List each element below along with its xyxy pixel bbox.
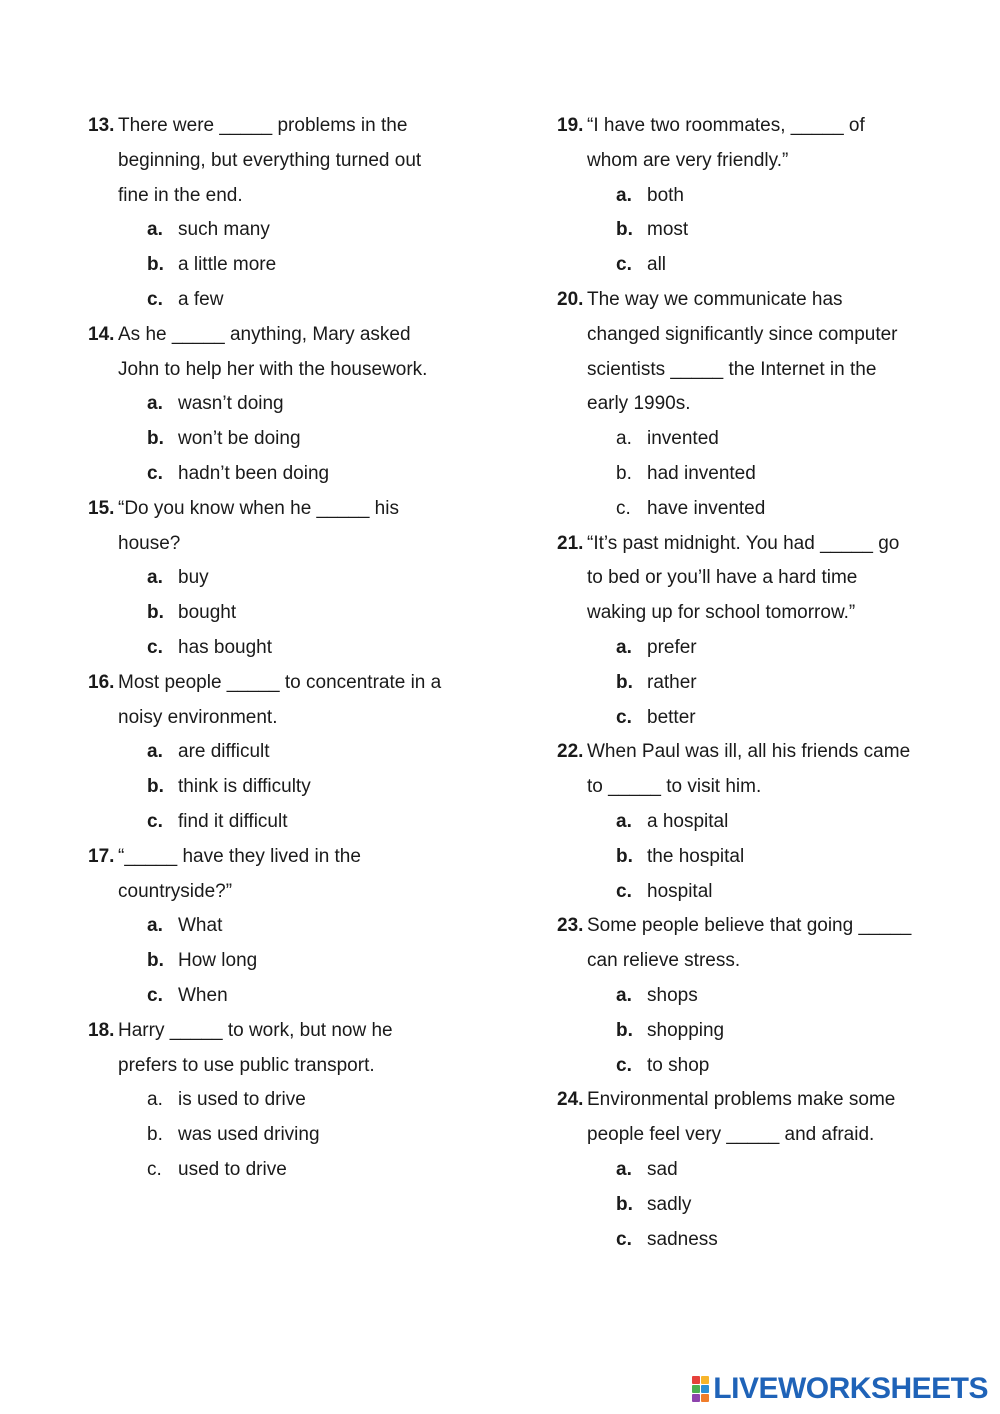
- answer-option[interactable]: [88, 1083, 488, 1118]
- answer-option[interactable]: [557, 1188, 957, 1223]
- right-column: [557, 109, 957, 1257]
- option-text: shops: [647, 984, 698, 1006]
- option-text: prefer: [647, 636, 697, 658]
- option-letter: a.: [147, 915, 163, 937]
- option-text: had invented: [647, 462, 756, 484]
- answer-option[interactable]: [88, 979, 488, 1014]
- answer-option[interactable]: [88, 248, 488, 283]
- question-prompt: [557, 1083, 957, 1153]
- answer-option[interactable]: [557, 875, 957, 910]
- option-letter: b.: [147, 602, 164, 624]
- option-text: shopping: [647, 1019, 725, 1041]
- answer-option[interactable]: [557, 1049, 957, 1084]
- question-16: [88, 666, 488, 840]
- option-letter: c.: [147, 636, 163, 658]
- question-prompt: [557, 527, 957, 631]
- question-text: “Do you know when he _____ his house?: [118, 497, 399, 554]
- option-text: such many: [178, 219, 270, 241]
- question-prompt: [88, 318, 488, 388]
- answer-option[interactable]: [557, 631, 957, 666]
- question-prompt: [557, 735, 957, 805]
- option-letter: c.: [147, 810, 163, 832]
- option-letter: c.: [616, 706, 632, 728]
- option-text: a few: [178, 288, 224, 310]
- question-number: 18.: [88, 1019, 115, 1041]
- question-15: [88, 492, 488, 666]
- question-prompt: [88, 666, 488, 736]
- option-text: won’t be doing: [178, 428, 301, 450]
- answer-option[interactable]: [88, 944, 488, 979]
- question-text: Most people _____ to concentrate in a noisy environment.: [118, 671, 442, 728]
- question-number: 14.: [88, 323, 115, 345]
- answer-option[interactable]: [88, 422, 488, 457]
- question-text: Some people believe that going _____ can relieve stress.: [587, 915, 912, 972]
- question-prompt: [88, 840, 488, 910]
- option-letter: b.: [616, 671, 633, 693]
- question-number: 13.: [88, 115, 115, 136]
- question-number: 17.: [88, 845, 115, 867]
- question-number: 24.: [557, 1089, 584, 1111]
- option-letter: a.: [147, 1089, 163, 1111]
- question-text: “It’s past midnight. You had _____ go to bed or you’ll have a hard time waking up for school tomorrow.”: [587, 532, 900, 624]
- answer-option[interactable]: [88, 1153, 488, 1188]
- answer-option[interactable]: [557, 1014, 957, 1049]
- option-letter: c.: [147, 462, 163, 484]
- option-text: How long: [178, 950, 258, 972]
- option-text: sad: [647, 1158, 678, 1180]
- option-text: invented: [647, 428, 719, 450]
- option-letter: c.: [616, 1228, 632, 1250]
- question-text: “_____ have they lived in the countryside?”: [118, 845, 361, 902]
- question-number: 20.: [557, 288, 584, 310]
- option-text: sadness: [647, 1228, 718, 1250]
- question-prompt: [88, 492, 488, 562]
- answer-option[interactable]: [88, 805, 488, 840]
- option-letter: b.: [147, 254, 164, 276]
- answer-option[interactable]: [88, 387, 488, 422]
- option-letter: a.: [616, 428, 632, 450]
- answer-option[interactable]: [88, 596, 488, 631]
- question-22: [557, 735, 957, 909]
- option-letter: c.: [147, 1158, 162, 1180]
- option-letter: c.: [616, 497, 631, 519]
- option-letter: c.: [616, 1054, 632, 1076]
- answer-option[interactable]: [557, 701, 957, 736]
- option-text: wasn’t doing: [178, 393, 284, 415]
- answer-option[interactable]: [88, 457, 488, 492]
- answer-option[interactable]: [557, 666, 957, 701]
- answer-option[interactable]: [557, 1223, 957, 1258]
- question-17: [88, 840, 488, 1014]
- question-18: [88, 1014, 488, 1188]
- question-prompt: [557, 909, 957, 979]
- question-text: The way we communicate has changed significantly since computer scientists _____ the Internet in the early 1990s.: [587, 288, 898, 415]
- option-letter: a.: [147, 393, 163, 415]
- option-text: think is difficulty: [178, 776, 311, 798]
- question-text: When Paul was ill, all his friends came to _____ to visit him.: [587, 741, 911, 798]
- question-number: 15.: [88, 497, 115, 519]
- option-text: better: [647, 706, 696, 728]
- question-prompt: [557, 283, 957, 422]
- option-text: has bought: [178, 636, 273, 658]
- question-number: 22.: [557, 741, 584, 763]
- logo-mark-square: [701, 1385, 709, 1393]
- option-letter: a.: [616, 184, 632, 206]
- option-letter: a.: [616, 810, 632, 832]
- option-letter: a.: [147, 741, 163, 763]
- answer-option[interactable]: [88, 1118, 488, 1153]
- option-text: What: [178, 915, 223, 937]
- logo-mark-square: [692, 1394, 700, 1402]
- answer-option[interactable]: [557, 840, 957, 875]
- option-letter: c.: [147, 984, 163, 1006]
- question-19: [557, 109, 957, 283]
- question-prompt: [557, 109, 957, 179]
- option-letter: c.: [616, 254, 632, 276]
- answer-option[interactable]: [557, 248, 957, 283]
- option-text: was used driving: [178, 1124, 320, 1146]
- option-text: buy: [178, 567, 209, 589]
- option-text: a little more: [178, 254, 277, 276]
- option-text: both: [647, 184, 684, 206]
- question-text: As he _____ anything, Mary asked John to help her with the housework.: [118, 323, 428, 380]
- question-23: [557, 909, 957, 1083]
- answer-option[interactable]: [88, 283, 488, 318]
- option-letter: b.: [616, 845, 633, 867]
- answer-option[interactable]: [557, 213, 957, 248]
- option-text: is used to drive: [178, 1089, 306, 1111]
- question-prompt: [88, 1014, 488, 1084]
- option-letter: b.: [147, 950, 164, 972]
- option-text: used to drive: [178, 1158, 287, 1180]
- option-letter: a.: [147, 567, 163, 589]
- question-number: 19.: [557, 115, 584, 136]
- logo-mark-square: [701, 1394, 709, 1402]
- option-text: most: [647, 219, 689, 241]
- logo-mark-square: [692, 1385, 700, 1393]
- option-letter: b.: [147, 428, 164, 450]
- question-24: [557, 1083, 957, 1257]
- question-number: 21.: [557, 532, 584, 554]
- liveworksheets-logo: [692, 1372, 988, 1406]
- logo-mark-square: [701, 1376, 709, 1384]
- option-letter: b.: [147, 776, 164, 798]
- option-letter: b.: [616, 1019, 633, 1041]
- question-text: There were _____ problems in the beginning, but everything turned out fine in the end.: [118, 115, 422, 206]
- question-20: [557, 283, 957, 527]
- question-21: [557, 527, 957, 736]
- answer-option[interactable]: [88, 770, 488, 805]
- option-text: all: [647, 254, 667, 276]
- question-14: [88, 318, 488, 492]
- option-text: are difficult: [178, 741, 270, 763]
- option-text: bought: [178, 602, 237, 624]
- option-text: the hospital: [647, 845, 745, 867]
- answer-option[interactable]: [557, 1153, 957, 1188]
- answer-option[interactable]: [557, 979, 957, 1014]
- question-text: Environmental problems make some people feel very _____ and afraid.: [587, 1089, 896, 1146]
- question-number: 23.: [557, 915, 584, 937]
- option-text: rather: [647, 671, 697, 693]
- logo-mark-square: [692, 1376, 700, 1384]
- option-text: a hospital: [647, 810, 729, 832]
- question-number: 16.: [88, 671, 115, 693]
- option-text: hospital: [647, 880, 713, 902]
- option-letter: b.: [616, 1193, 633, 1215]
- option-text: sadly: [647, 1193, 692, 1215]
- answer-option[interactable]: [557, 179, 957, 214]
- answer-option[interactable]: [557, 457, 957, 492]
- option-text: hadn’t been doing: [178, 462, 330, 484]
- option-letter: a.: [616, 1158, 632, 1180]
- option-text: find it difficult: [178, 810, 288, 832]
- option-text: have invented: [647, 497, 766, 519]
- option-letter: b.: [616, 462, 632, 484]
- option-letter: b.: [147, 1124, 163, 1146]
- option-letter: a.: [616, 636, 632, 658]
- option-text: to shop: [647, 1054, 710, 1076]
- answer-option[interactable]: [88, 213, 488, 248]
- option-letter: a.: [616, 984, 632, 1006]
- question-prompt: [88, 109, 488, 213]
- answer-option[interactable]: [557, 492, 957, 527]
- option-letter: a.: [147, 219, 163, 241]
- logo-text: LIVEWORKSHEETS: [713, 1372, 988, 1405]
- answer-option[interactable]: [88, 909, 488, 944]
- liveworksheets-logo-icon: [692, 1376, 709, 1402]
- answer-option[interactable]: [557, 422, 957, 457]
- option-letter: c.: [616, 880, 632, 902]
- question-13: [88, 109, 488, 318]
- option-letter: c.: [147, 288, 163, 310]
- answer-option[interactable]: [88, 631, 488, 666]
- answer-option[interactable]: [557, 805, 957, 840]
- answer-option[interactable]: [88, 561, 488, 596]
- question-text: “I have two roommates, _____ of whom are very friendly.”: [587, 115, 865, 171]
- left-column: [88, 109, 488, 1188]
- option-text: When: [178, 984, 228, 1006]
- question-text: Harry _____ to work, but now he prefers to use public transport.: [118, 1019, 393, 1076]
- answer-option[interactable]: [88, 735, 488, 770]
- option-letter: b.: [616, 219, 633, 241]
